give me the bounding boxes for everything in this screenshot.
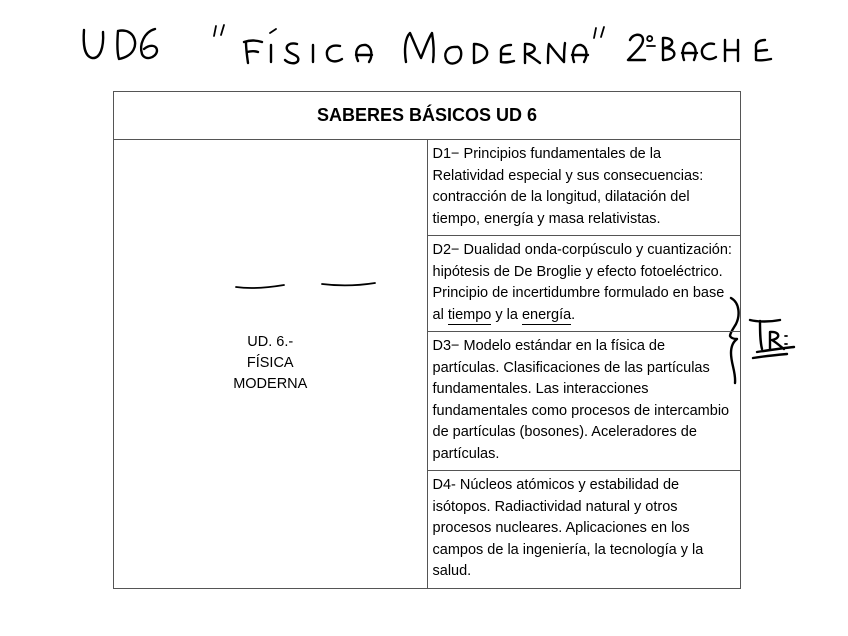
d2-text: y la <box>491 306 522 323</box>
handwritten-title <box>84 25 771 63</box>
saberes-table <box>113 91 741 589</box>
table-header: SABERES BÁSICOS UD 6 <box>114 92 741 140</box>
d2-text: D2− Dualidad onda-corpúsculo y cuantización: hipótesis de De Broglie y efecto fotoeléctrico. Principio de incertidumbre formulado en base al <box>432 242 732 323</box>
table-row-d2 <box>427 236 741 332</box>
unit-cell <box>114 140 428 589</box>
margin-note-tr <box>750 320 794 358</box>
d2-text: . <box>571 306 576 323</box>
unit-label-line: FÍSICA <box>246 355 294 372</box>
underlined-tiempo: tiempo <box>447 306 492 323</box>
table-row-d3: D3− Modelo estándar en la física de partículas. Clasificaciones de las partículas fundamentales. Las interacciones fundamentales como procesos de intercambio de partículas (bosones). Aceleradores de partículas. <box>427 332 741 471</box>
table-row-d1: D1− Principios fundamentales de la Relatividad especial y sus consecuencias: contracción de la longitud, dilatación del tiempo, energía y masa relativistas. <box>427 140 741 236</box>
table-row-d4: D4- Núcleos atómicos y estabilidad de isótopos. Radiactividad natural y otros procesos nucleares. Aplicaciones en los campos de la ingeniería, la tecnología y la salud. <box>427 471 741 589</box>
unit-label-line: UD. 6.- <box>247 334 294 351</box>
unit-label-line: MODERNA <box>233 376 308 393</box>
underlined-energia: energía <box>521 306 572 323</box>
